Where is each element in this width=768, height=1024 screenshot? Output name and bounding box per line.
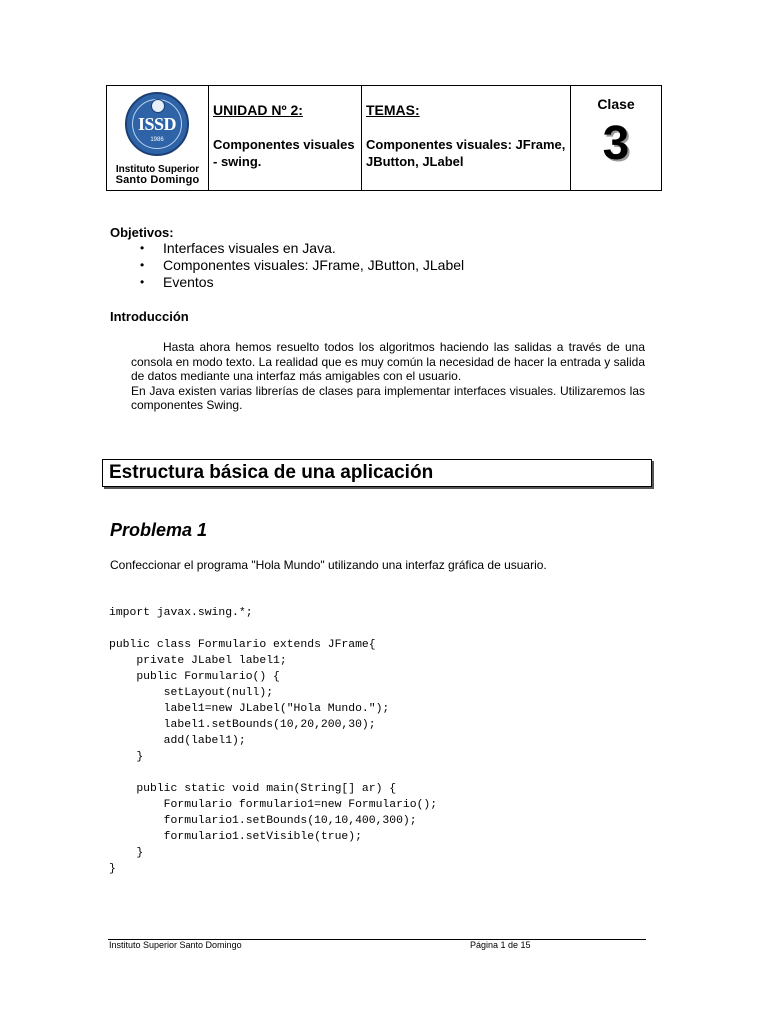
bullet-icon: • bbox=[140, 275, 145, 289]
problema-title: Problema 1 bbox=[110, 520, 208, 540]
clase-number: 3 bbox=[602, 117, 630, 170]
section-title: Estructura básica de una aplicación bbox=[109, 462, 434, 483]
temas-cell bbox=[362, 86, 571, 190]
logo-year: 1986 bbox=[150, 137, 164, 143]
objetivo-text: Componentes visuales: JFrame, JButton, JLabel bbox=[163, 257, 465, 273]
globe-icon bbox=[151, 99, 165, 113]
temas-body: Componentes visuales: JFrame, JButton, JLabel bbox=[366, 137, 566, 169]
intro-paragraph-1: Hasta ahora hemos resuelto todos los algoritmos haciendo las salidas a través de una consola en modo texto. La realidad que es muy común la necesidad de hacer la entrada y salida de datos mediante una interfaz más amigables con el usuario. bbox=[131, 340, 645, 383]
unit-cell bbox=[209, 86, 362, 190]
footer-institute: Instituto Superior Santo Domingo bbox=[109, 940, 242, 950]
header-table bbox=[106, 85, 662, 191]
list-item bbox=[140, 257, 464, 274]
introduccion-text bbox=[131, 340, 645, 413]
logo-letters: ISSD bbox=[137, 114, 177, 134]
list-item bbox=[140, 274, 464, 291]
logo-caption-line1: Instituto Superior bbox=[115, 164, 200, 175]
problema-description: Confeccionar el programa "Hola Mundo" utilizando una interfaz gráfica de usuario. bbox=[110, 558, 547, 572]
objetivo-text: Eventos bbox=[163, 274, 214, 290]
list-item bbox=[140, 240, 464, 257]
objetivos-title: Objetivos: bbox=[110, 225, 174, 240]
unit-body: Componentes visuales - swing. bbox=[213, 137, 355, 169]
institute-logo bbox=[125, 92, 189, 156]
intro-paragraph-2: En Java existen varias librerías de clases para implementar interfaces visuales. Utilizaremos las componentes Swing. bbox=[131, 383, 645, 412]
temas-heading: TEMAS: bbox=[366, 102, 420, 118]
code-block: import javax.swing.*; public class Formulario extends JFrame{ private JLabel label1; public Formulario() { setLayout(null); label1=new JLabel("Hola Mundo."); label1.setBounds(10,20,200,30); add(label1); } public static void main(String[] ar) { Formulario formulario1=new Formulario(); formulario1.setBounds(10,10,400,300); formulario1.setVisible(true); } } bbox=[109, 607, 438, 875]
objetivos-list bbox=[140, 240, 464, 291]
unit-heading: UNIDAD Nº 2: bbox=[213, 102, 303, 118]
logo-cell bbox=[107, 86, 209, 190]
logo-caption-line2: Santo Domingo bbox=[115, 174, 200, 186]
clase-cell bbox=[571, 86, 661, 190]
bullet-icon: • bbox=[140, 241, 145, 255]
footer-page-number: Página 1 de 15 bbox=[470, 940, 531, 950]
logo-caption bbox=[107, 164, 208, 186]
bullet-icon: • bbox=[140, 258, 145, 272]
introduccion-title: Introducción bbox=[110, 309, 189, 324]
clase-label: Clase bbox=[597, 96, 635, 112]
section-heading-box bbox=[102, 459, 652, 487]
objetivo-text: Interfaces visuales en Java. bbox=[163, 240, 336, 256]
